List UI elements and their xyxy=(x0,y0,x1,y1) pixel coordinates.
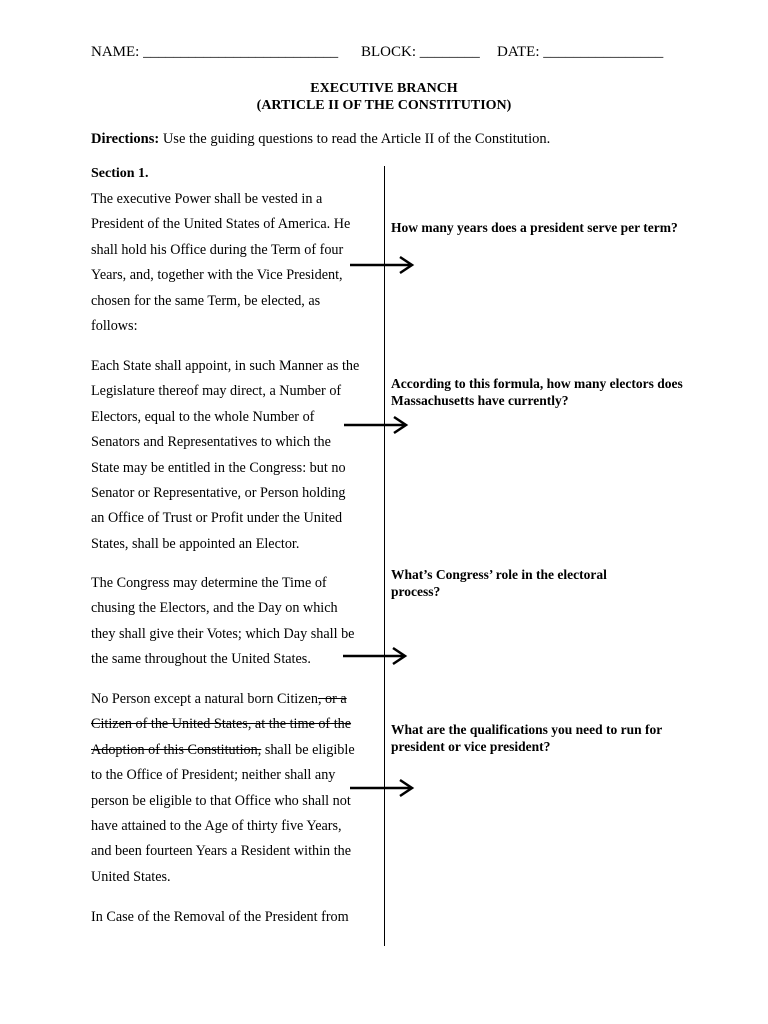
paragraph-1 xyxy=(91,187,381,339)
struck-text: Citizen of the United States, at the time of the xyxy=(91,716,352,733)
right-arrow-icon xyxy=(350,255,416,275)
paragraph-line: they shall give their Votes; which Day shall be xyxy=(91,625,355,642)
right-arrow-icon xyxy=(350,778,416,798)
struck-text: Adoption of this Constitution, xyxy=(91,741,262,758)
paragraph-4 xyxy=(91,687,381,890)
paragraph-line: person be eligible to that Office who shall not xyxy=(91,792,351,809)
paragraph-line: State may be entitled in the Congress: but no xyxy=(91,459,346,476)
paragraph-2 xyxy=(91,354,381,557)
paragraph-line: have attained to the Age of thirty five Years, xyxy=(91,818,342,835)
paragraph-line xyxy=(91,687,381,712)
paragraph-line: and been fourteen Years a Resident within the xyxy=(91,843,352,860)
page-title: EXECUTIVE BRANCH xyxy=(310,81,458,96)
date-field-label: DATE: ________________ xyxy=(497,44,664,60)
question-2: According to this formula, how many electors does Massachusetts have currently? xyxy=(391,376,683,408)
directions-label: Directions: xyxy=(91,131,160,147)
paragraph-line: follows: xyxy=(91,318,138,335)
question-1: How many years does a president serve per term? xyxy=(391,220,678,235)
question-4: What are the qualifications you need to run for president or vice president? xyxy=(391,722,663,754)
paragraph-line: Years, and, together with the Vice President, xyxy=(91,267,343,284)
directions-text: Use the guiding questions to read the Article II of the Constitution. xyxy=(159,131,551,147)
paragraph-line: shall hold his Office during the Term of four xyxy=(91,241,344,258)
right-arrow-icon xyxy=(343,646,409,666)
right-arrow-icon xyxy=(344,415,410,435)
block-field-label: BLOCK: ________ xyxy=(361,44,480,60)
paragraph-line: an Office of Trust or Profit under the United xyxy=(91,510,343,527)
name-field-label: NAME: __________________________ xyxy=(91,44,339,60)
paragraph-line: The Congress may determine the Time of xyxy=(91,575,327,591)
paragraph-line: the same throughout the United States. xyxy=(91,651,311,668)
struck-text: , or a xyxy=(317,691,347,707)
paragraph-line: The executive Power shall be vested in a xyxy=(91,191,323,207)
paragraph-line: In Case of the Removal of the President from xyxy=(91,909,349,925)
paragraph-line: to the Office of President; neither shall any xyxy=(91,767,336,784)
plain-text: No Person except a natural born Citizen xyxy=(91,691,318,707)
paragraph-line: Senators and Representatives to which the xyxy=(91,434,331,451)
paragraph-line xyxy=(91,738,381,763)
paragraph-line: Legislature thereof may direct, a Number of xyxy=(91,383,342,400)
paragraph-line: Each State shall appoint, in such Manner as the xyxy=(91,358,360,374)
paragraph-5 xyxy=(91,905,381,930)
paragraph-line: chosen for the same Term, be elected, as xyxy=(91,292,321,309)
paragraph-line: Electors, equal to the whole Number of xyxy=(91,408,315,425)
paragraph-line: Senator or Representative, or Person holding xyxy=(91,485,346,502)
section-heading: Section 1. xyxy=(91,166,149,181)
page-subtitle: (ARTICLE II OF THE CONSTITUTION) xyxy=(256,98,512,113)
directions xyxy=(91,131,550,148)
paragraph-3 xyxy=(91,571,381,673)
plain-text: shall be eligible xyxy=(261,741,355,758)
paragraph-line: chusing the Electors, and the Day on which xyxy=(91,600,338,617)
paragraph-line: President of the United States of America. He xyxy=(91,216,351,233)
paragraph-line: United States. xyxy=(91,868,171,885)
question-3: What’s Congress’ role in the electoral process? xyxy=(391,567,607,599)
column-divider xyxy=(384,166,385,946)
paragraph-line: States, shall be appointed an Elector. xyxy=(91,535,300,552)
